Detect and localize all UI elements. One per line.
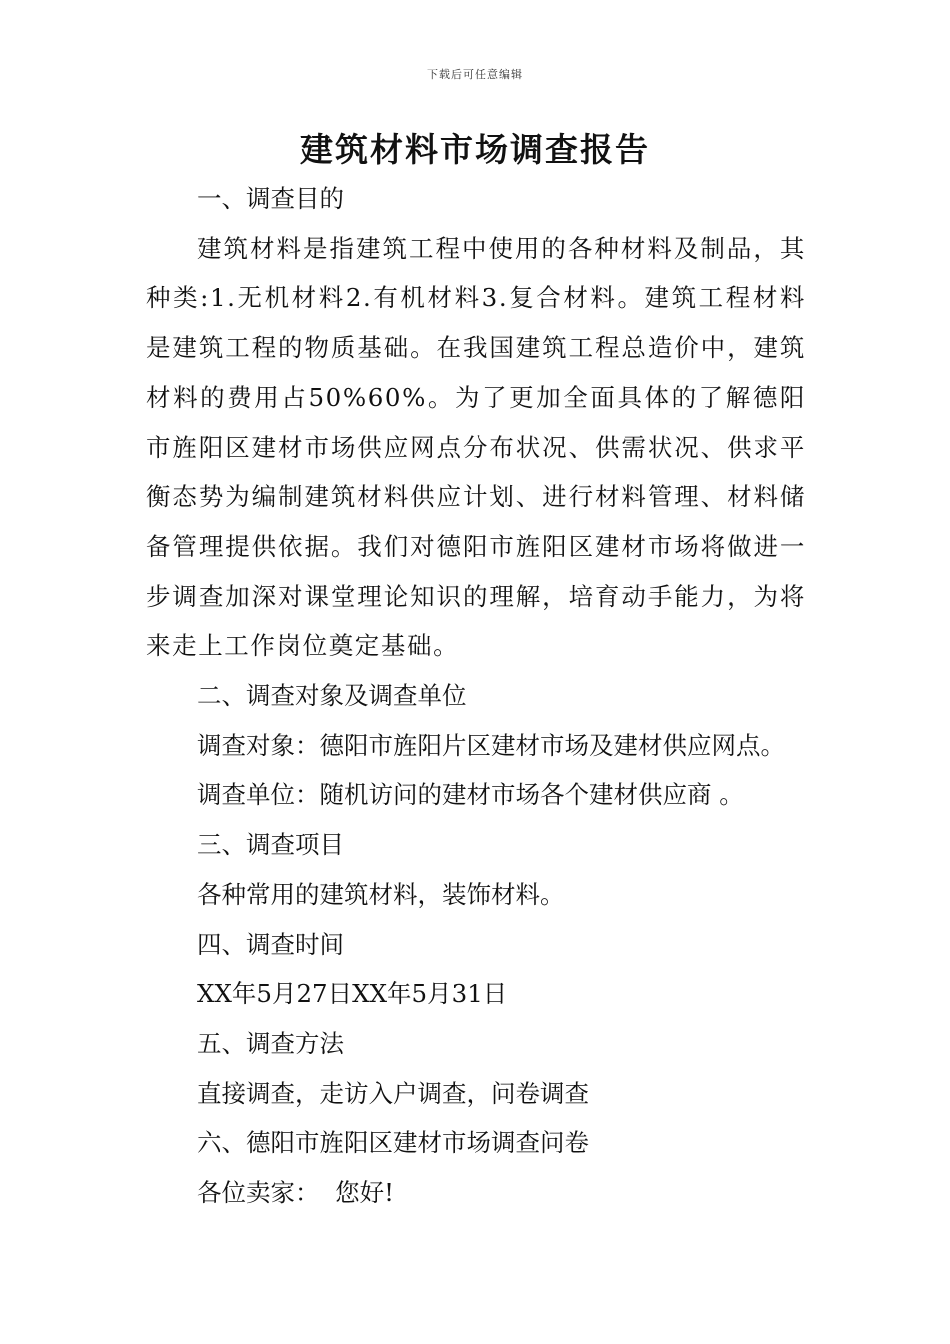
document-body (146, 174, 806, 1218)
paragraph-method: 直接调查，走访入户调查，问卷调查 (197, 1078, 589, 1108)
header-note: 下载后可任意编辑 (427, 68, 523, 81)
paragraph-survey-unit: 调查单位：随机访问的建材市场各个建材供应商 。 (197, 780, 744, 810)
section-heading-objects: 二、调查对象及调查单位 (197, 681, 467, 711)
paragraph-items: 各种常用的建筑材料，装饰材料。 (197, 879, 565, 909)
section-heading-purpose: 一、调查目的 (197, 184, 344, 213)
paragraph-survey-object: 调查对象：德阳市旌阳片区建材市场及建材供应网点。 (197, 730, 785, 760)
paragraph-greeting: 各位卖家： 您好! (197, 1178, 394, 1208)
document-title: 建筑材料市场调查报告 (300, 130, 650, 169)
section-heading-method: 五、调查方法 (197, 1028, 344, 1058)
section-heading-time: 四、调查时间 (197, 929, 344, 959)
paragraph-time: XX年5月27日XX年5月31日 (197, 979, 508, 1009)
paragraph-purpose: 建筑材料是指建筑工程中使用的各种材料及制品，其种类:1.无机材料2.有机材料3.复合材料。建筑工程材料是建筑工程的物质基础。在我国建筑工程总造价中，建筑材料的费用占50%60%。为了更加全面具体的了解德阳市旌阳区建材市场供应网点分布状况、供需状况、供求平衡态势为编制建筑材料供应计划、进行材料管理、材料储备管理提供依据。我们对德阳市旌阳区建材市场将做进一步调查加深对课堂理论知识的理解，培育动手能力，为将来走上工作岗位奠定基础。 (146, 233, 806, 661)
section-heading-items: 三、调查项目 (197, 830, 344, 860)
section-heading-questionnaire: 六、德阳市旌阳区建材市场调查问卷 (197, 1128, 589, 1158)
